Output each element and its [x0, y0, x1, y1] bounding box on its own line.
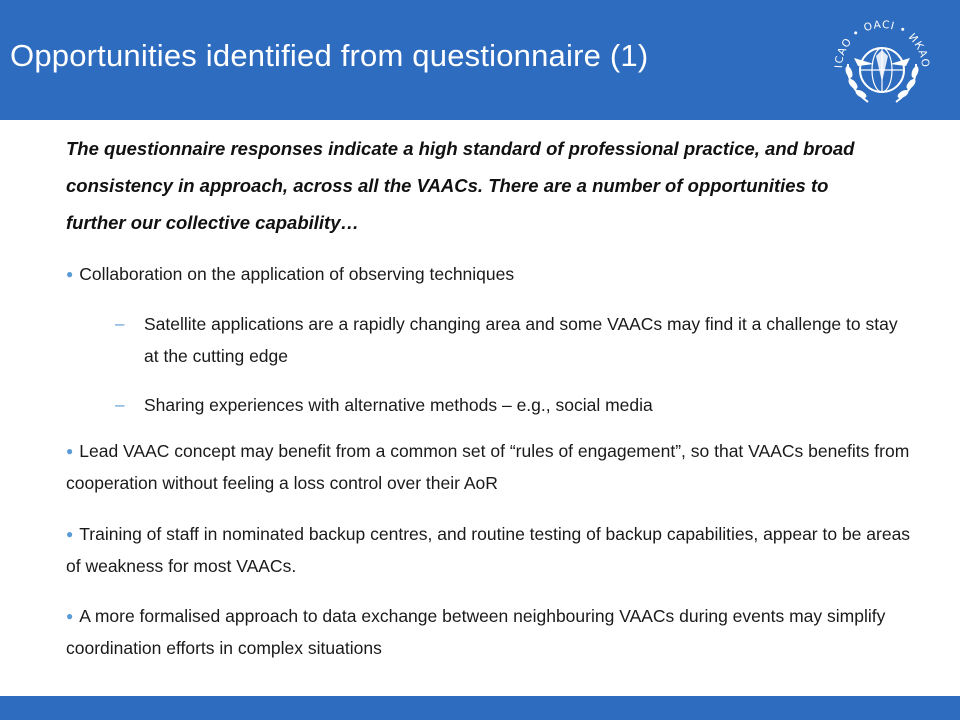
bullet-text: A more formalised approach to data exchange between neighbouring VAACs during events may simplify coordination efforts in complex situations	[66, 606, 886, 658]
intro-paragraph: The questionnaire responses indicate a high standard of professional practice, and broad consistency in approach, across all the VAACs. There are a number of opportunities to further our collective capability…	[66, 138, 855, 233]
title-bar	[0, 0, 960, 120]
bullet-dot-icon: ●	[66, 609, 74, 623]
logo-text: ICAO • OACI • ИКАО	[832, 18, 932, 69]
dash-icon: –	[115, 314, 125, 333]
bullet-text: Training of staff in nominated backup centres, and routine testing of backup capabilities, appear to be areas of weakness for most VAACs.	[66, 524, 911, 576]
sub-bullet-item	[115, 308, 905, 372]
bullet-text: Lead VAAC concept may benefit from a common set of “rules of engagement”, so that VAACs benefits from cooperation without feeling a loss control over their AoR	[66, 441, 910, 493]
bullet-item	[66, 258, 916, 290]
bullet-item	[66, 435, 916, 499]
sub-bullet-item	[115, 389, 905, 421]
bullet-item	[66, 600, 916, 664]
sub-bullet-text: Sharing experiences with alternative methods – e.g., social media	[144, 395, 653, 415]
bullet-dot-icon: ●	[66, 527, 74, 541]
icao-logo-icon	[818, 6, 946, 114]
sub-bullet-text: Satellite applications are a rapidly changing area and some VAACs may find it a challenge to stay at the cutting edge	[144, 314, 898, 366]
dash-icon: –	[115, 395, 125, 414]
bullet-item	[66, 518, 916, 582]
slide-title: Opportunities identified from questionnaire (1)	[10, 38, 649, 73]
bullet-dot-icon: ●	[66, 267, 74, 281]
bullet-text: Collaboration on the application of observing techniques	[79, 264, 515, 284]
footer-bar	[0, 696, 960, 720]
bullet-dot-icon: ●	[66, 444, 74, 458]
